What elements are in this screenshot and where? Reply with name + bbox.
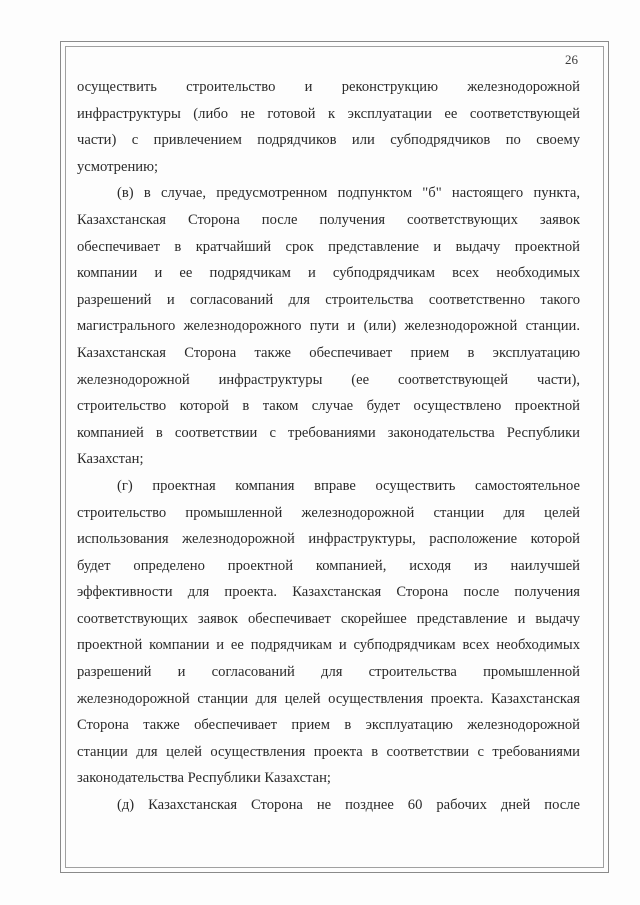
text-line: соответствующих заявок обеспечивает скорейшее представление и выдачу (77, 610, 580, 627)
text-line: проектной компании и ее подрядчикам и субподрядчикам всех необходимых (77, 637, 580, 654)
text-line: строительство которой в таком случае будет осуществлено проектной (77, 398, 580, 415)
text-line: строительство промышленной железнодорожной станции для целей (77, 504, 580, 521)
text-line: обеспечивает в кратчайший срок представление и выдачу проектной (77, 238, 580, 255)
text-line: магистрального железнодорожного пути и (или) железнодорожной станции. (77, 318, 580, 335)
text-line: (г) проектная компания вправе осуществить самостоятельное (117, 477, 580, 494)
text-line: (д) Казахстанская Сторона не позднее 60 рабочих дней после (117, 797, 580, 814)
text-line: Казахстан; (77, 451, 144, 468)
text-line: Сторона также обеспечивает прием в эксплуатацию железнодорожной (77, 717, 580, 734)
text-line: Казахстанская Сторона также обеспечивает прием в эксплуатацию (77, 344, 580, 361)
text-line: железнодорожной инфраструктуры (ее соответствующей части), (77, 371, 580, 388)
text-line: компанией в соответствии с требованиями законодательства Республики (77, 424, 580, 441)
text-line: (в) в случае, предусмотренном подпунктом "б" настоящего пункта, (117, 185, 580, 202)
text-line: Казахстанская Сторона после получения соответствующих заявок (77, 211, 580, 228)
text-line: законодательства Республики Казахстан; (77, 770, 331, 787)
page-number: 26 (565, 52, 578, 67)
text-line: эффективности для проекта. Казахстанская Сторона после получения (77, 584, 580, 601)
text-line: разрешений и согласований для строительства соответственно такого (77, 291, 580, 308)
text-line: железнодорожной станции для целей осуществления проекта. Казахстанская (77, 690, 580, 707)
text-line: станции для целей осуществления проекта в соответствии с требованиями (77, 743, 580, 760)
text-line: части) с привлечением подрядчиков или субподрядчиков по своему (77, 132, 580, 149)
text-line: использования железнодорожной инфраструктуры, расположение которой (77, 531, 580, 548)
text-line: осуществить строительство и реконструкцию железнодорожной (77, 79, 580, 95)
body-text (77, 74, 580, 819)
text-line: компании и ее подрядчикам и субподрядчикам всех необходимых (77, 265, 580, 282)
text-line: усмотрению; (77, 158, 159, 175)
text-line: будет определено проектной компанией, исходя из наилучшей (77, 557, 580, 574)
text-line: разрешений и согласований для строительства промышленной (77, 664, 580, 681)
text-line: инфраструктуры (либо не готовой к эксплуатации ее соответствующей (77, 105, 580, 122)
